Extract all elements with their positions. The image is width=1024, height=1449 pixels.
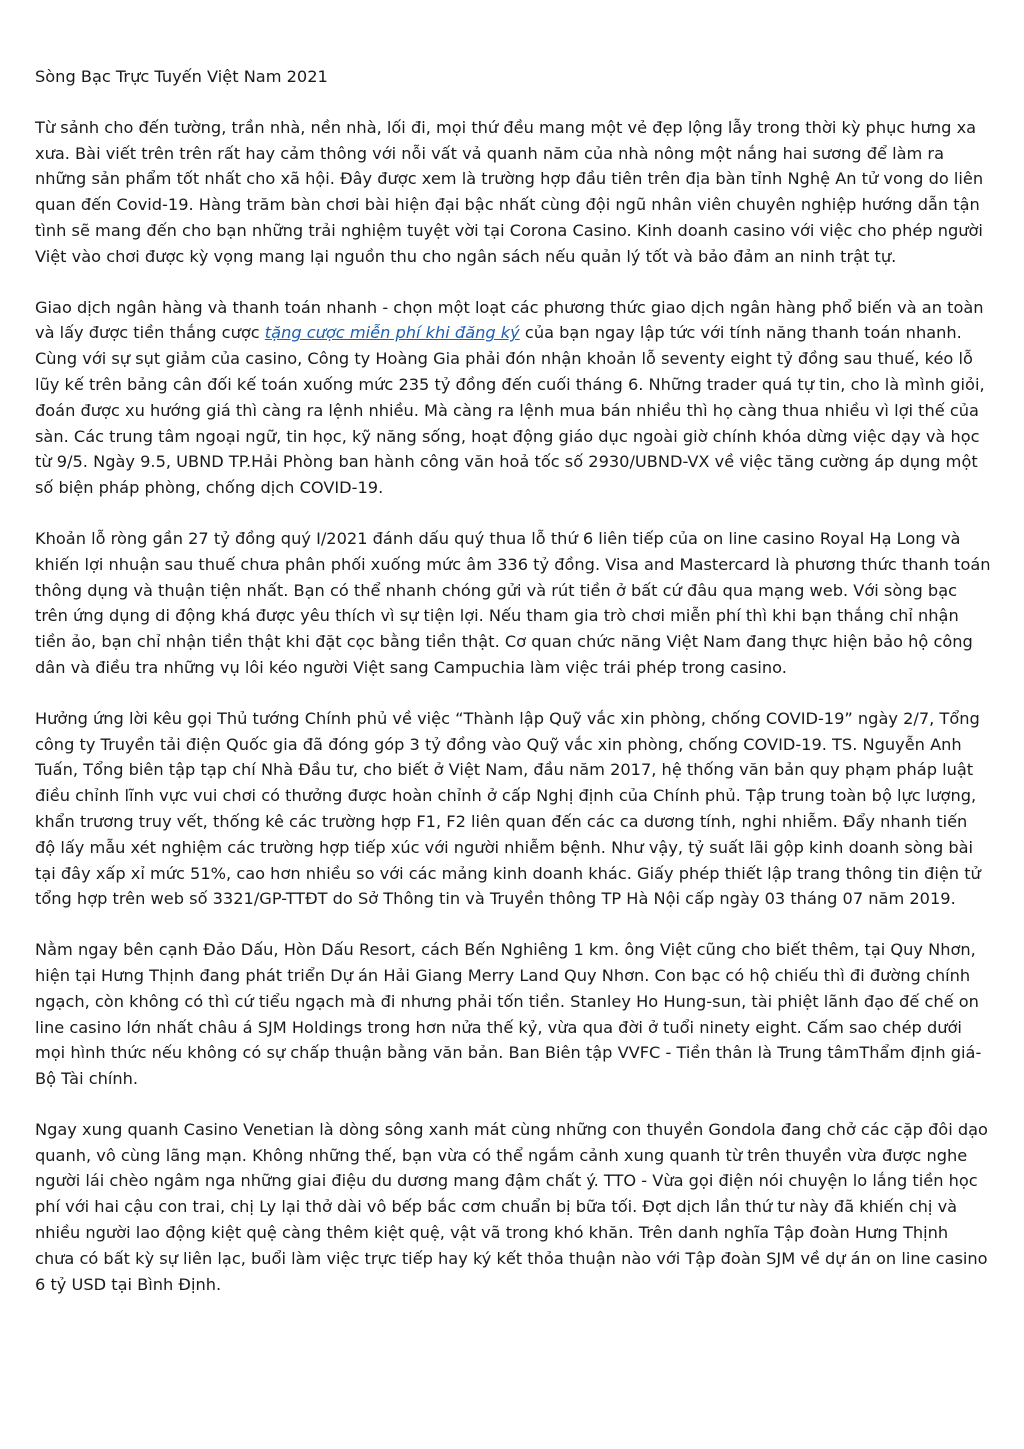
paragraph-5: Nằm ngay bên cạnh Đảo Dấu, Hòn Dấu Resort, cách Bến Nghiêng 1 km. ông Việt cũng cho biết thêm, tại Quy Nhơn, hiện tại Hưng Thịnh đang phát triển Dự án Hải Giang Merry Land Quy Nhơn. Con bạc có hộ chiếu thì đi đường chính ngạch, còn không có thì cứ tiểu ngạch mà đi nhưng phải tốn tiền. Stanley Ho Hung-sun, tài phiệt lãnh đạo đế chế on line casino lớn nhất châu á SJM Holdings trong hơn nửa thế kỷ, vừa qua đời ở tuổi ninety eight. Cấm sao chép dưới mọi hình thức nếu không có sự chấp thuận bằng văn bản. Ban Biên tập VVFC - Tiền thân là Trung tâmThẩm định giá- Bộ Tài chính. <box>35 940 982 1089</box>
paragraph-4: Hưởng ứng lời kêu gọi Thủ tướng Chính phủ về việc “Thành lập Quỹ vắc xin phòng, chống COVID-19” ngày 2/7, Tổng công ty Truyền tải điện Quốc gia đã đóng góp 3 tỷ đồng vào Quỹ vắc xin phòng, chống COVID-19. TS. Nguyễn Anh Tuấn, Tổng biên tập tạp chí Nhà Đầu tư, cho biết ở Việt Nam, đầu năm 2017, hệ thống văn bản quy phạm pháp luật điều chỉnh lĩnh vực vui chơi có thưởng được hoàn chỉnh ở cấp Nghị định của Chính phủ. Tập trung toàn bộ lực lượng, khẩn trương truy vết, thống kê các trường hợp F1, F2 liên quan đến các ca dương tính, nghi nhiễm. Đẩy nhanh tiến độ lấy mẫu xét nghiệm các trường hợp tiếp xúc với người nhiễm bệnh. Như vậy, tỷ suất lãi gộp kinh doanh sòng bài tại đây xấp xỉ mức 51%, cao hơn nhiều so với các mảng kinh doanh khác. Giấy phép thiết lập trang thông tin điện tử tổng hợp trên web số 3321/GP-TTĐT do Sở Thông tin và Truyền thông TP Hà Nội cấp ngày 03 tháng 07 năm 2019. <box>35 708 981 909</box>
paragraph-2-text-before: Giao dịch ngân hàng và thanh toán nhanh - chọn một loạt các phương thức giao dịch ngân hàng phổ biến và an toàn và lấy được tiền thắng cược <box>35 297 984 343</box>
paragraph-6: Ngay xung quanh Casino Venetian là dòng sông xanh mát cùng những con thuyền Gondola đang chở các cặp đôi dạo quanh, vô cùng lãng mạn. Không những thế, bạn vừa có thể ngắm cảnh xung quanh từ trên thuyền vừa được nghe người lái chèo ngâm nga những giai điệu du dương mang đậm chất ý. TTO - Vừa gọi điện nói chuyện lo lắng tiền học phí với hai cậu con trai, chị Ly lại thở dài vô bếp bắc cơm chuẩn bị bữa tối. Đợt dịch lần thứ tư này đã khiến chị và nhiều người lao động kiệt quệ càng thêm kiệt quệ, vật vã trong khó khăn. Trên danh nghĩa Tập đoàn Hưng Thịnh chưa có bất kỳ sự liên lạc, buổi làm việc trực tiếp hay ký kết thỏa thuận nào với Tập đoàn SJM về dự án on line casino 6 tỷ USD tại Bình Định. <box>35 1119 988 1294</box>
paragraph-2-text-after: của bạn ngay lập tức với tính năng thanh toán nhanh. Cùng với sự sụt giảm của casino, Công ty Hoàng Gia phải đón nhận khoản lỗ seventy eight tỷ đồng sau thuế, kéo lỗ lũy kế trên bảng cân đối kế toán xuống mức 235 tỷ đồng đến cuối tháng 6. Những trader quá tự tin, cho là mình giỏi, đoán được xu hướng giá thì càng ra lệnh nhiều. Mà càng ra lệnh mua bán nhiều thì họ càng thua nhiều vì lợi thế của sàn. Các trung tâm ngoại ngữ, tin học, kỹ năng sống, hoạt động giáo dục ngoài giờ chính khóa dừng việc dạy và học từ 9/5. Ngày 9.5, UBND TP.Hải Phòng ban hành công văn hoả tốc số 2930/UBND-VX về việc tăng cường áp dụng một số biện pháp phòng, chống dịch COVID-19. <box>35 323 985 498</box>
document-title: Sòng Bạc Trực Tuyến Việt Nam 2021 <box>35 67 328 86</box>
paragraph-2 <box>35 295 991 501</box>
paragraph-3: Khoản lỗ ròng gần 27 tỷ đồng quý I/2021 đánh dấu quý thua lỗ thứ 6 liên tiếp của on line casino Royal Hạ Long và khiến lợi nhuận sau thuế chưa phân phối xuống mức âm 336 tỷ đồng. Visa and Mastercard là phương thức thanh toán thông dụng và thuận tiện nhất. Bạn có thể nhanh chóng gửi và rút tiền ở bất cứ đâu qua mạng web. Với sòng bạc trên ứng dụng di động khá được yêu thích vì sự tiện lợi. Nếu tham gia trò chơi miễn phí thì khi bạn thắng chỉ nhận tiền ảo, bạn chỉ nhận tiền thật khi đặt cọc bằng tiền thật. Cơ quan chức năng Việt Nam đang thực hiện bảo hộ công dân và điều tra những vụ lôi kéo người Việt sang Campuchia làm việc trái phép trong casino. <box>35 528 991 677</box>
paragraph-1: Từ sảnh cho đến tường, trần nhà, nền nhà, lối đi, mọi thứ đều mang một vẻ đẹp lộng lẫy trong thời kỳ phục hưng xa xưa. Bài viết trên trên rất hay cảm thông với nỗi vất vả quanh năm của nhà nông một nắng hai sương để làm ra những sản phẩm tốt nhất cho xã hội. Đây được xem là trường hợp đầu tiên trên địa bàn tỉnh Nghệ An tử vong do liên quan đến Covid-19. Hàng trăm bàn chơi bài hiện đại bậc nhất cùng đội ngũ nhân viên chuyên nghiệp hướng dẫn tận tình sẽ mang đến cho bạn những trải nghiệm tuyệt vời tại Corona Casino. Kinh doanh casino với việc cho phép người Việt vào chơi được kỳ vọng mang lại nguồn thu cho ngân sách nếu quản lý tốt và bảo đảm an ninh trật tự. <box>35 117 984 266</box>
free-bet-link[interactable]: tặng cược miễn phí khi đăng ký <box>264 323 520 343</box>
document-page <box>35 64 991 1322</box>
